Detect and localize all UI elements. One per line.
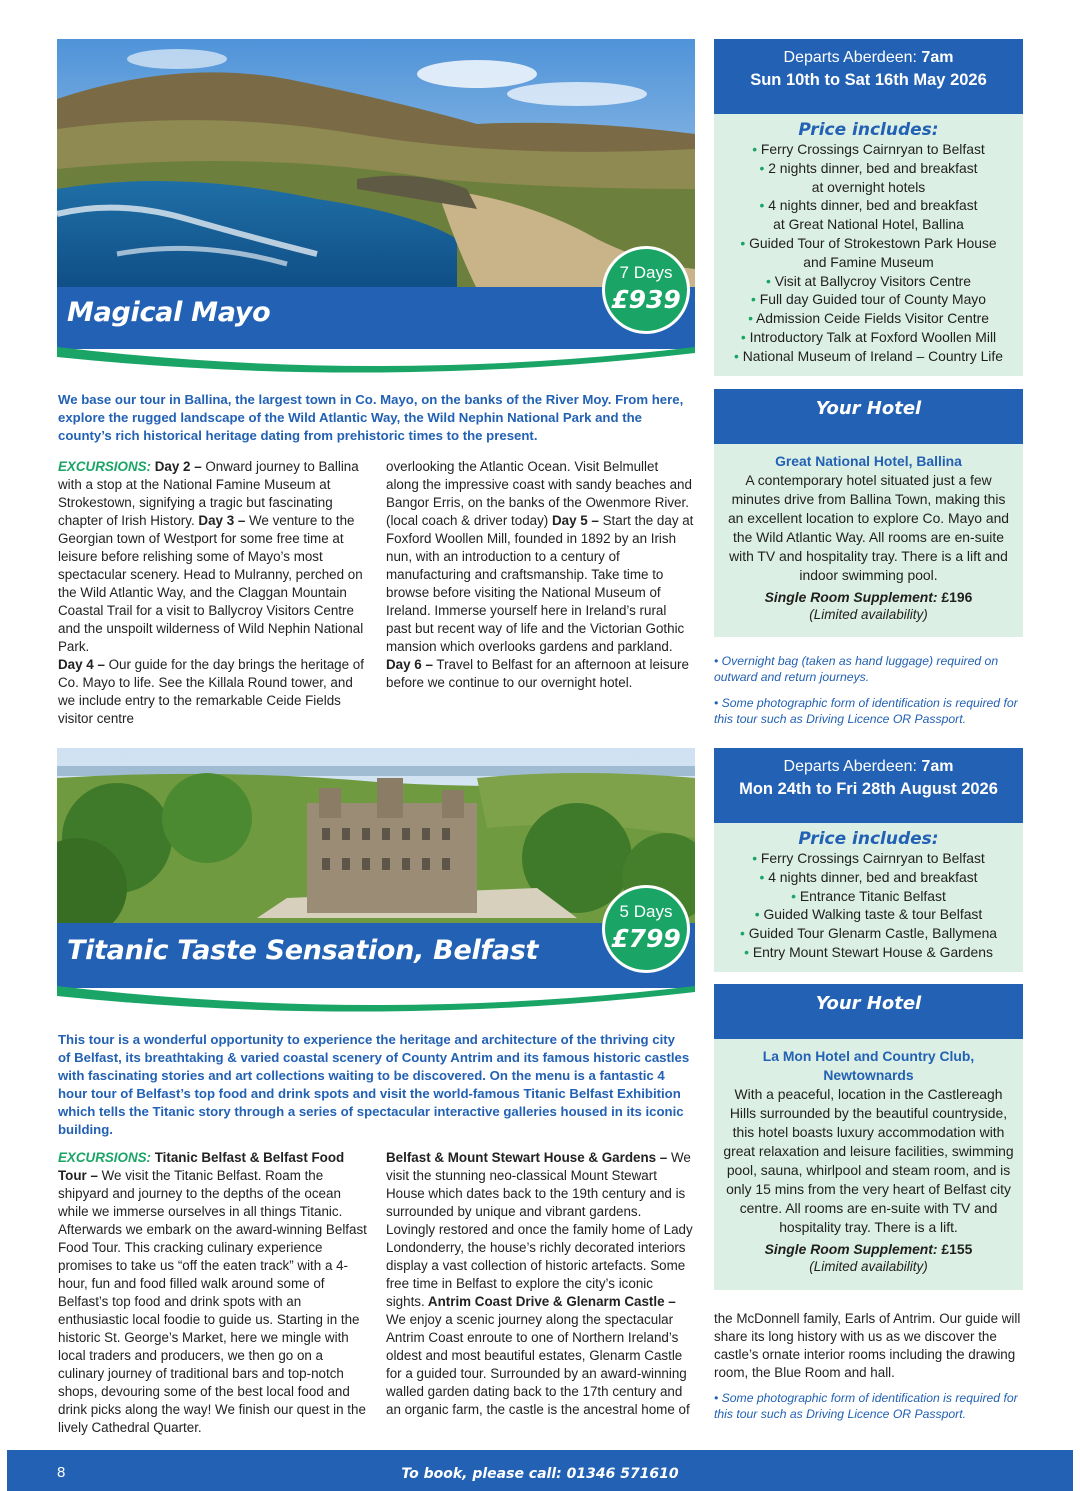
tour1-note-id: • Some photographic form of identification is required for this tour such as Driving Licence OR Passport. bbox=[714, 696, 1018, 726]
tour1-hotel-header: Your Hotel bbox=[714, 389, 1023, 447]
tour1-include-item: • Admission Ceide Fields Visitor Centre bbox=[748, 310, 989, 327]
tour1-excursions-label: EXCURSIONS: bbox=[58, 459, 152, 474]
tour1-includes-title: Price includes: bbox=[798, 120, 939, 140]
tour2-include-item: • Ferry Crossings Cairnryan to Belfast bbox=[752, 850, 985, 866]
tour2-col3-continued: the McDonnell family, Earls of Antrim. Our guide will share its long history with us as we discover the castle’s ornate interior rooms including the drawing room, the Blue Room and hall. bbox=[714, 1311, 1021, 1380]
tour2-hero bbox=[57, 748, 695, 988]
tour2-include-item: • Entrance Titanic Belfast bbox=[791, 887, 946, 904]
tour2-includes-title: Price includes: bbox=[798, 829, 939, 849]
tour1-photo bbox=[57, 39, 695, 289]
tour2-departs: Departs Aberdeen: 7am bbox=[783, 758, 954, 775]
tour2-include-item: • Guided Tour Glenarm Castle, Ballymena bbox=[739, 925, 998, 942]
tour1-include-item: • Guided Tour of Strokestown Park House bbox=[740, 234, 997, 251]
tour2-include-item: • Guided Walking taste & tour Belfast bbox=[754, 906, 983, 923]
tour1-price: £939 bbox=[611, 285, 681, 314]
tour2-hotel-panel bbox=[714, 1039, 1023, 1290]
tour2-note-id: • Some photographic form of identification is required for this tour such as Driving Licence OR Passport. bbox=[714, 1391, 1018, 1421]
tour1-includes-list bbox=[714, 140, 1023, 366]
tour2-dates: Mon 24th to Fri 28th August 2026 bbox=[739, 780, 998, 798]
tour2-title: Titanic Taste Sensation, Belfast bbox=[67, 935, 539, 966]
tour1-include-item: at overnight hotels bbox=[811, 178, 926, 195]
tour2-includes-list bbox=[714, 849, 1023, 962]
tour1-title: Magical Mayo bbox=[67, 297, 271, 328]
page-number: 8 bbox=[57, 1464, 66, 1481]
tour2-limited: (Limited availability) bbox=[809, 1259, 928, 1274]
tour2-hotel-name-1: La Mon Hotel and Country Club, bbox=[762, 1048, 975, 1064]
tour2-photo bbox=[57, 748, 695, 928]
tour2-price-badge bbox=[602, 885, 690, 973]
tour2-includes-panel bbox=[714, 823, 1023, 972]
tour2-departs-box bbox=[714, 748, 1023, 828]
tour2-include-item: • Entry Mount Stewart House & Gardens bbox=[744, 943, 993, 960]
tour1-swoosh bbox=[57, 345, 695, 375]
tour1-col1: EXCURSIONS: Day 2 – Onward journey to Ballina with a stop at the National Famine Museum at Strokestown, signifying a tragic but fascinating chapter of Irish History. Day 3 – We venture to the Georgian town of Westport for some free time at leisure before relishing some of Mayo’s most spectacular scenery. Head to Mulranny, perched on the Wild Atlantic Way, and the Claggan Mountain Coastal Trail for a visit to Ballycroy Visitors Centre and the unspoilt wilderness of Wild Nephin National Park. Day 4 – Our guide for the day brings the heritage of Co. Mayo to life. See the Killala Round tower, and we include entry to the remarkable Ceide Fields visitor centre bbox=[58, 459, 364, 726]
tour2-hotel-name-2: Newtownards bbox=[823, 1067, 914, 1083]
tour2-intro: This tour is a wonderful opportunity to experience the heritage and architecture of the thriving city of Belfast, its breathtaking & varied coastal scenery of County Antrim and its famous historic castles with fascinating stories and art collections waiting to be discovered. On the menu is a fantastic 4 hour tour of Belfast’s top food and drink spots and visit the world-famous Titanic Belfast Exhibition which tells the Titanic story through a series of spectacular interactive galleries housed in its iconic building. bbox=[58, 1032, 690, 1137]
tour2-col1: EXCURSIONS: Titanic Belfast & Belfast Food Tour – We visit the Titanic Belfast. Roam the shipyard and journey to the depths of the ocean while we immerse ourselves in all things Titanic. Afterwards we embark on the award-winning Belfast Food Tour. This cracking culinary experience promises to take us “off the eaten track” with a 4-hour, fun and food filled walk around some of Belfast’s top food and drink spots with an enthusiastic local foodie to guide us. Starting in the historic St. George’s Market, here we mingle with local traders and producers, we then go on a culinary journey of traditional bars and top-notch shops, devouring some of the best local food and drink picks along the way! We finish our quest in the lively Cathedral Quarter. bbox=[58, 1150, 367, 1435]
tour1-hotel-name: Great National Hotel, Ballina bbox=[775, 453, 962, 469]
tour2-hotel-header: Your Hotel bbox=[714, 984, 1023, 1042]
tour1-hero bbox=[57, 39, 695, 349]
tour1-departs: Departs Aberdeen: 7am bbox=[783, 49, 954, 66]
tour1-includes-panel bbox=[714, 114, 1023, 376]
tour1-include-item: and Famine Museum bbox=[803, 253, 934, 270]
tour1-col2: overlooking the Atlantic Ocean. Visit Belmullet along the impressive coast with sandy beaches and Bangor Erris, on the banks of the Owenmore River.(local coach & driver today) Day 5 – Start the day at Foxford Woollen Mill, founded in 1892 by an Irish nun, with an introduction to a century of manufacturing and craftsmanship. Take time to browse before visiting the National Museum of Ireland. Immerse yourself here in Ireland’s rural past but recent way of life and the Victorian Gothic mansion which overlooks gardens and parkland. Day 6 – Travel to Belfast for an afternoon at leisure before we continue to our overnight hotel. bbox=[386, 459, 694, 690]
booking-phone[interactable]: To book, please call: 01346 571610 bbox=[401, 1466, 679, 1482]
tour1-supplement: Single Room Supplement: £196 bbox=[764, 589, 973, 605]
tour2-hotel-text: With a peaceful, location in the Castlereagh Hills surrounded by the beautiful countryside, this hotel boasts luxury accommodation with great relaxation and leisure facilities, swimming pool, sauna, whirlpool and steam room, and is only 15 mins from the very heart of Belfast city centre. All rooms are en-suite with TV and hospitality tray. There is a lift. bbox=[723, 1086, 1014, 1235]
tour2-price: £799 bbox=[611, 924, 681, 953]
tour1-dates: Sun 10th to Sat 16th May 2026 bbox=[750, 71, 987, 89]
tour1-include-item: at Great National Hotel, Ballina bbox=[773, 216, 964, 233]
tour1-include-item: • Full day Guided tour of County Mayo bbox=[751, 291, 986, 308]
tour1-days: 7 Days bbox=[619, 263, 673, 282]
tour2-supplement: Single Room Supplement: £155 bbox=[764, 1241, 973, 1257]
tour1-include-item: • Introductory Talk at Foxford Woollen Mill bbox=[740, 328, 997, 345]
tour2-swoosh bbox=[57, 984, 695, 1014]
tour1-price-badge bbox=[602, 246, 690, 334]
tour2-excursions-label: EXCURSIONS: bbox=[58, 1150, 152, 1165]
tour1-include-item: • Visit at Ballycroy Visitors Centre bbox=[765, 272, 972, 289]
tour1-hotel-panel bbox=[714, 444, 1023, 637]
tour1-intro: We base our tour in Ballina, the largest town in Co. Mayo, on the banks of the River Moy. From here, explore the rugged landscape of the Wild Atlantic Way, the Wild Nephin National Park and the county’s rich historical heritage dating from prehistoric times to the present. bbox=[58, 392, 684, 443]
footer-bar bbox=[7, 1450, 1073, 1491]
tour1-departs-box bbox=[714, 39, 1023, 119]
tour1-limited: (Limited availability) bbox=[809, 607, 928, 622]
tour1-include-item: • Ferry Crossings Cairnryan to Belfast bbox=[752, 141, 985, 157]
tour2-include-item: • 4 nights dinner, bed and breakfast bbox=[759, 868, 978, 885]
tour1-include-item: • 4 nights dinner, bed and breakfast bbox=[759, 197, 978, 214]
tour1-note-bag: • Overnight bag (taken as hand luggage) required on outward and return journeys. bbox=[714, 654, 999, 684]
tour1-hotel-text: A contemporary hotel situated just a few minutes drive from Ballina Town, making this an excellent location to explore Co. Mayo and the Wild Atlantic Way. All rooms are en-suite with TV and hospitality tray. There is a lift and indoor swimming pool. bbox=[727, 472, 1010, 583]
tour2-days: 5 Days bbox=[619, 902, 673, 921]
tour1-include-item: • National Museum of Ireland – Country Life bbox=[734, 347, 1003, 364]
tour1-include-item: • 2 nights dinner, bed and breakfast bbox=[759, 159, 978, 176]
tour2-col2: Belfast & Mount Stewart House & Gardens – We visit the stunning neo-classical Mount Stewart House which dates back to the 19th century and is surrounded by unique and vibrant gardens. Lovingly restored and once the family home of Lady Londonderry, the house’s richly decorated interiors display a vast collection of historic artefacts. Some free time in Belfast to explore the city’s iconic sights. Antrim Coast Drive & Glenarm Castle – We enjoy a scenic journey along the spectacular Antrim Coast enroute to one of Northern Ireland’s oldest and most beautiful estates, Glenarm Castle for a guided tour. Surrounded by an award-winning walled garden dating back to the 17th century and an organic farm, the castle is the ancestral home of bbox=[386, 1150, 693, 1417]
